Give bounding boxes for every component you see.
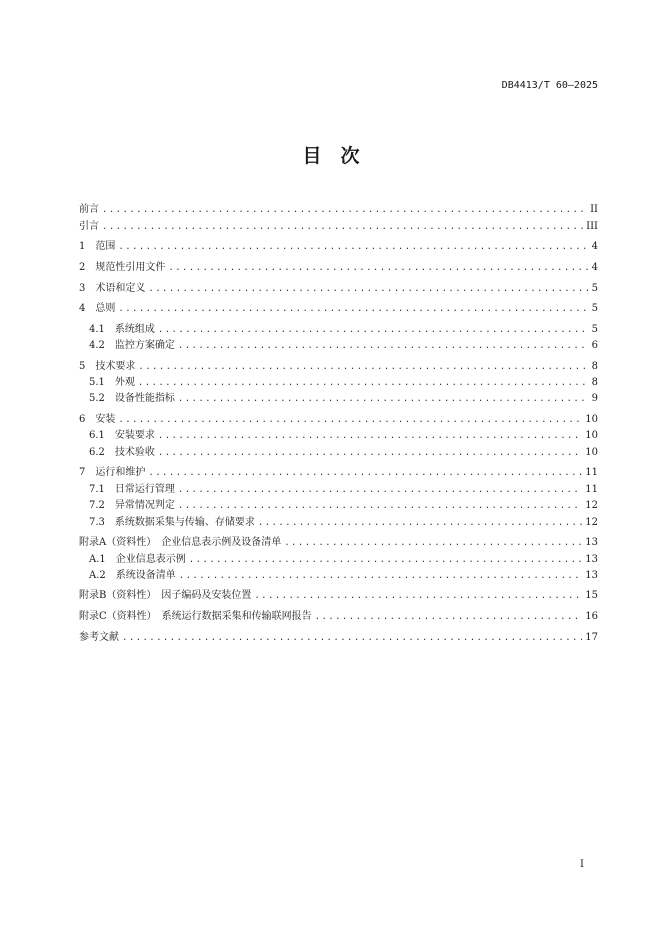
toc-title: 目 次 [302,145,360,167]
toc-leader-dots [122,632,582,644]
toc-entry-page: 13 [585,537,598,549]
toc-entry-label: 7.3 系统数据采集与传输、存储要求 [89,516,255,528]
toc-leader-dots [168,262,588,274]
toc-entry-page: 10 [585,446,598,458]
toc-entry-label: 4 总则 [79,303,116,315]
toc-entry-label: 5.2 设备性能指标 [89,393,175,405]
toc-entry[interactable] [79,299,598,315]
toc-entry-label: 7.2 异常情况判定 [89,500,175,512]
toc-entry[interactable] [79,566,598,582]
toc-leader-dots [102,221,583,233]
toc-entry-label: A.2 系统设备清单 [89,569,176,581]
toc-leader-dots [178,484,582,496]
toc-entry-label: 6.1 安装要求 [89,430,155,442]
toc-leader-dots [148,283,588,295]
toc-entry[interactable] [79,237,598,253]
toc-entry[interactable] [79,258,598,274]
toc-entry[interactable] [79,463,598,479]
toc-leader-dots [138,377,589,389]
toc-entry[interactable] [79,200,598,216]
toc-entry-page: II [590,204,598,216]
toc-entry[interactable] [79,512,598,528]
toc-entry-label: 4.2 监控方案确定 [89,340,175,352]
toc-entry-label: 附录C（资料性） 系统运行数据采集和传输联网报告 [79,611,312,623]
toc-entry-label: 参考文献 [79,631,119,643]
toc-entry-page: 10 [585,414,598,425]
toc-entry-label: 1 范围 [79,241,116,253]
toc-entry-page: 9 [591,393,598,405]
toc-entry-page: 11 [585,483,598,495]
toc-entry-label: 2 规范性引用文件 [79,261,166,273]
toc-entry-label: 附录A（资料性） 企业信息表示例及设备清单 [79,537,282,549]
toc-entry[interactable] [79,496,598,512]
toc-entry[interactable] [79,216,598,232]
toc-entry[interactable] [79,373,598,389]
document-id: DB4413/T 60—2025 [501,80,598,91]
toc-entry-page: 17 [585,631,598,643]
toc-entry[interactable] [79,426,598,442]
toc-entry-page: 5 [591,323,598,335]
toc-entry[interactable] [79,479,598,495]
toc-leader-dots [158,430,582,442]
toc-entry[interactable] [79,356,598,372]
toc-entry-page: 6 [591,340,598,352]
toc-entry-page: 5 [591,303,598,315]
toc-entry[interactable] [79,627,598,643]
toc-leader-dots [258,517,582,529]
toc-entry-page: 4 [591,261,598,273]
toc-entry[interactable] [79,389,598,405]
toc-leader-dots [118,303,588,315]
toc-entry-label: 5 技术要求 [79,360,136,372]
toc-leader-dots [118,241,588,253]
toc-entry-page: 16 [585,611,598,623]
toc-entry[interactable] [79,533,598,549]
toc-entry-page: 12 [585,516,598,528]
toc-entry-page: 8 [591,360,598,372]
toc-entry[interactable] [79,607,598,623]
toc-entry-label: 6 安装 [79,414,116,425]
toc-leader-dots [138,361,588,373]
toc-entry-page: 5 [591,282,598,294]
toc-entry[interactable] [79,319,598,335]
toc-entry-label: 3 术语和定义 [79,282,146,294]
toc-leader-dots [178,500,582,512]
toc-leader-dots [178,340,589,352]
toc-entry-page: 12 [585,500,598,512]
toc-leader-dots [118,414,582,426]
toc-entry-label: 附录B（资料性） 因子编码及安装位置 [79,590,252,602]
page-number: I [580,859,584,870]
toc-entry-label: 前言 [79,204,99,216]
toc-entry-page: 13 [585,569,598,581]
toc-entry[interactable] [79,336,598,352]
toc-leader-dots [158,447,582,459]
toc-entry[interactable] [79,442,598,458]
toc-leader-dots [284,537,582,549]
toc-entry-label: A.1 企业信息表示例 [89,553,186,565]
toc-entry-page: 4 [591,241,598,253]
toc-leader-dots [148,467,582,479]
toc-entry-page: 11 [585,467,598,479]
toc-entry[interactable] [79,549,598,565]
toc-leader-dots [158,324,589,336]
toc-entry[interactable] [79,278,598,294]
toc-leader-dots [189,554,583,566]
toc-entry-page: III [586,220,598,232]
toc-entry-label: 5.1 外观 [89,377,135,389]
toc-leader-dots [254,590,582,602]
toc-entry-page: 13 [585,553,598,565]
toc-leader-dots [178,393,589,405]
toc-entry-label: 引言 [79,220,99,232]
toc-entry-page: 10 [585,430,598,442]
toc-entry-label: 4.1 系统组成 [89,323,155,335]
toc-entry-label: 7.1 日常运行管理 [89,483,175,495]
toc-entry-label: 7 运行和维护 [79,467,146,479]
toc-entry-label: 6.2 技术验收 [89,446,155,458]
toc-entry-page: 15 [585,590,598,602]
toc-entry[interactable] [79,410,598,426]
table-of-contents [79,200,598,644]
toc-leader-dots [315,611,583,623]
toc-leader-dots [179,570,583,582]
toc-entry[interactable] [79,586,598,602]
toc-leader-dots [102,204,587,216]
toc-entry-page: 8 [591,377,598,389]
